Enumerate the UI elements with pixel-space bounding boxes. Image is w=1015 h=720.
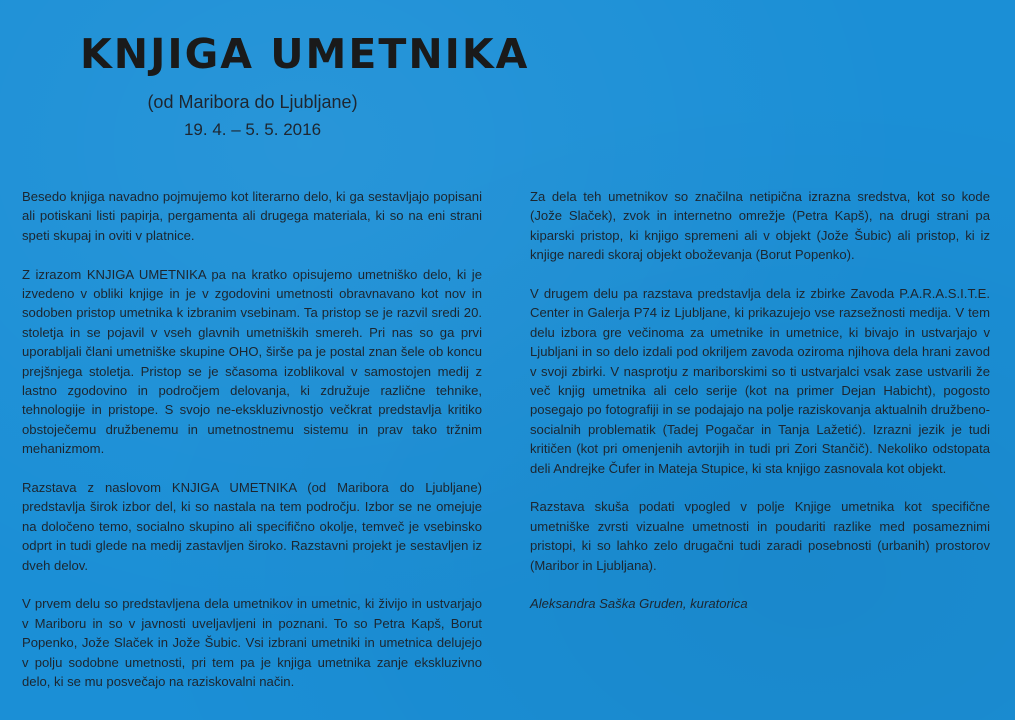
left-text-column xyxy=(22,187,482,711)
paragraph: V prvem delu so predstavljena dela umetnikov in umetnic, ki živijo in ustvarjajo v Mariboru in so v javnosti uveljavljeni in poznani. To so Petra Kapš, Borut Popenko, Jože Slaček in Jože Šubic. Vsi izbrani umetniki in umetnica delujejo v polju sodobne umetnosti, pri tem pa je knjiga umetnika zanje ekskluzivno delo, ki se mu posvečajo na raziskovalni način. xyxy=(22,596,482,690)
right-text-column xyxy=(530,187,990,633)
paragraph: V drugem delu pa razstava predstavlja dela iz zbirke Zavoda P.A.R.A.S.I.T.E. Center in Galerja P74 iz Ljubljane, ki prikazujejo vse razsežnosti medija. V tem delu izbora gre večinoma za umetnike in umetnice, ki bivajo in ustvarjajo v Ljubljani in so delo izdali pod okriljem zavoda oziroma njihova dela hrani zavod v svoji zbirki. V nasprotju z mariborskimi so ti ustvarjalci vsak zase ustvarili že več knjig umetnika ali celo serije (kot na primer Dejan Habicht), pogosto posegajo po fotografiji in se podajajo na polje raziskovanja aktualnih družbeno-socialnih problematik (Tadej Pogačar in Tanja Lažetić). Izrazni jezik je tudi kritičen (kot pri omenjenih avtorjih in tudi pri Zori Stančič). Nekoliko odstopata deli Andrejke Čufer in Mateja Stupice, ki sta knjigo zasnovala kot objekt. xyxy=(530,286,990,476)
paragraph: Razstava z naslovom KNJIGA UMETNIKA (od Maribora do Ljubljane) predstavlja širok izbor del, ki so nastala na tem področju. Izbor se ne omejuje na določeno temo, socialno skupino ali specifično okolje, temveč je vsebinsko odprt in tudi glede na medij zastavljen široko. Razstavni projekt je sestavljen iz dveh delov. xyxy=(22,480,482,573)
paragraph: Z izrazom KNJIGA UMETNIKA pa na kratko opisujemo umetniško delo, ki je izvedeno v obliki knjige in je v zgodovini umetnosti obravnavano kot nov in sodoben pristop umetnika k izbranim vsebinam. Ta pristop se je razvil sredi 20. stoletja in se pojavil v vseh glavnih umetniških smereh. Pri nas so ga prvi uporabljali člani umetniške skupine OHO, širše pa je postal znan šele ob koncu prejšnjega stoletja. Pristop se je sčasoma izoblikoval v samostojen medij z lastno zgodovino in področjem delovanja, ki združuje različne tehnike, tehnologije in pristope. S svojo ne-ekskluzivnostjo večkrat predstavlja kritiko obstoječemu družbenemu in umetnostnemu sistemu in prav tako tržnim mehanizmom. xyxy=(22,266,482,457)
paragraph: Za dela teh umetnikov so značilna netipična izrazna sredstva, kot so kode (Jože Slaček), zvok in internetno omrežje (Petra Kapš), na drugi strani pa kiparski pristop, ki knjigo spremeni ali v objekt (Jože Šubic) ali pristop, ki iz knjige naredi skoraj objekt oboževanja (Borut Popenko). xyxy=(530,189,990,263)
page-subtitle: (od Maribora do Ljubljane) xyxy=(147,92,358,112)
exhibition-dates: 19. 4. – 5. 5. 2016 xyxy=(183,120,322,139)
page-title: KNJIGA UMETNIKA xyxy=(80,30,530,78)
curator-signature: Aleksandra Saška Gruden, kuratorica xyxy=(530,596,748,612)
paragraph: Razstava skuša podati vpogled v polje Knjige umetnika kot specifične umetniške zvrsti vizualne umetnosti in poudariti razlike med posameznimi pristopi, ki so lahko zelo drugačni tudi zaradi posebnosti (urbanih) prostorov (Maribor in Ljubljana). xyxy=(530,499,990,573)
paragraph: Besedo knjiga navadno pojmujemo kot literarno delo, ki ga sestavljajo popisani ali potiskani listi papirja, pergamenta ali drugega materiala, ki so na eni strani speti skupaj in oviti v platnice. xyxy=(22,189,482,243)
